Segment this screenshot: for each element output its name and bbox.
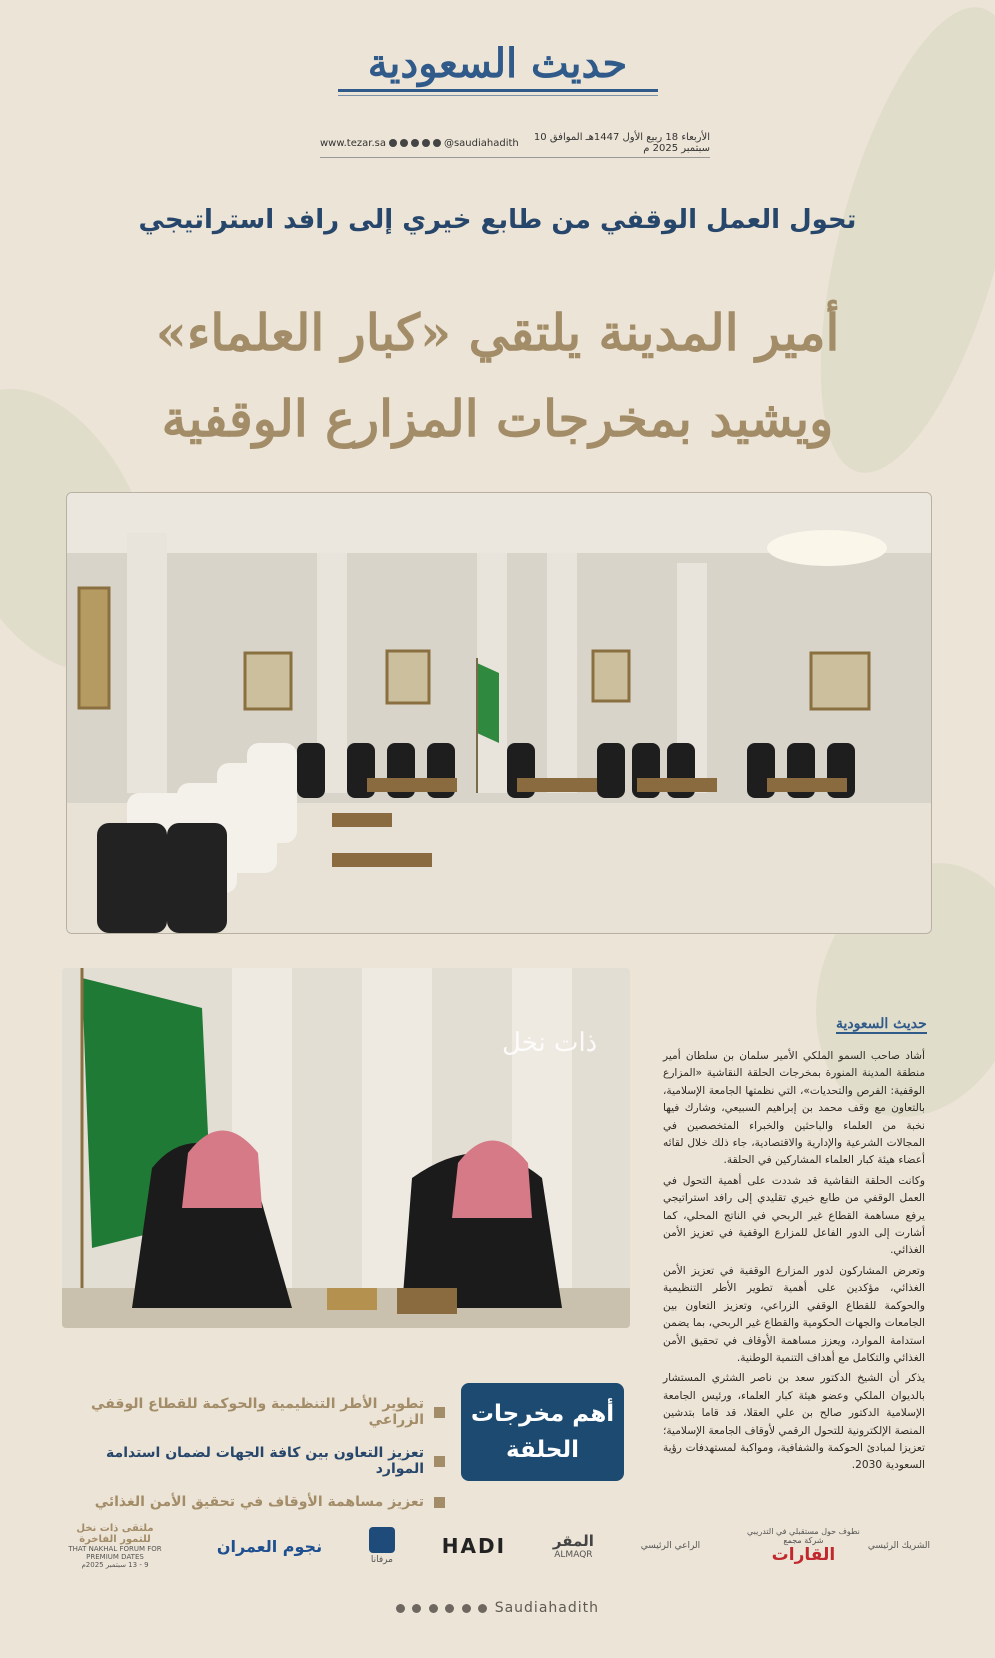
logo-rule-thin [338, 95, 658, 96]
meeting-hall-photo [66, 492, 932, 934]
bullet-square-icon [434, 1497, 445, 1508]
outcome-text: تعزيز التعاون بين كافة الجهات لضمان استدامة الموارد [106, 1445, 424, 1477]
logo-rule [338, 89, 658, 92]
snapchat-icon [429, 1604, 438, 1613]
event-english: THAT NAKHAL FORUM FOR PREMIUM DATES [68, 1545, 162, 1561]
article-body [663, 1048, 925, 1478]
sponsors-strip [60, 1508, 930, 1584]
instagram-icon [445, 1604, 454, 1613]
murafana-name: مرفانا [370, 1555, 393, 1565]
article-paragraph: وتعرض المشاركون لدور المزارع الوقفية في تعزيز الأمن الغذائي، مؤكدين على أهمية تطوير الأطر التنظيمية والحوكمة للقطاع الوقفي الزراعي، وتعزيز التعاون بين الجامعات والجهات الحكومية والقطاع غير الربحي، بما يضمن استدامة الموارد، ويعزز مساهمة الأوقاف في تحقيق الأمن الغذائي والتكامل مع أهداف التنمية الوطنية. [663, 1264, 925, 1364]
youtube-icon [462, 1604, 471, 1613]
article-paragraph: يذكر أن الشيخ الدكتور سعد بن ناصر الشثري المستشار بالديوان الملكي وعضو هيئة كبار العلماء، ورئيس الجامعة الإسلامية الدكتور صالح بن علي العقلا، قد قاما بتدشين المنصة الإلكترونية للتحول الرقمي لأوقاف الجامعة الإسلامية؛ تعزيزا لمبادئ الحوكمة والشفافية، ومواكبة لمستهدفات رؤية السعودية 2030. [663, 1372, 925, 1472]
prince-meeting-illustration [62, 968, 630, 1328]
almaqar-sub: ALMAQR [554, 1550, 593, 1560]
instagram-icon [411, 139, 419, 147]
tiktok-icon [478, 1604, 487, 1613]
main-partner-logo: القارات [771, 1545, 836, 1565]
bullet-square-icon [434, 1407, 445, 1418]
meeting-hall-illustration [67, 493, 931, 933]
hadi-name: HADI [441, 1534, 507, 1558]
outcome-text: تعزيز مساهمة الأوقاف في تحقيق الأمن الغذائي [94, 1494, 424, 1510]
footer-social [0, 1600, 995, 1616]
nujoom-logo [217, 1537, 322, 1556]
main-headline [60, 290, 935, 462]
main-sponsor-label: الراعي الرئيسي [640, 1541, 701, 1551]
event-title: ملتقى ذات نخل للتمور الفاخرة [76, 1523, 154, 1545]
social-handles [320, 138, 519, 149]
main-partner-tagline: نطوف حول مستقبلي في التدريبي [747, 1527, 860, 1536]
outcome-text: تطوير الأطر التنظيمية والحوكمة للقطاع الوقفي الزراعي [91, 1396, 424, 1428]
x-icon [389, 139, 397, 147]
headline-line-1: أمير المدينة يلتقي «كبار العلماء» [155, 303, 840, 362]
newspaper-logo: حديث السعودية [367, 40, 628, 87]
x-icon [412, 1604, 421, 1613]
kicker-headline: تحول العمل الوقفي من طابع خيري إلى رافد استراتيجي [138, 205, 857, 235]
event-logo [60, 1523, 170, 1569]
article-paragraph: وكانت الحلقة النقاشية قد شددت على أهمية التحول في العمل الوقفي من طابع خيري تقليدي إلى رافد استراتيجي يرفع مساهمة القطاع غير الربحي في الناتج المحلي، كما أشارت إلى الدور الفاعل للمزارع الوقفية في تعزيز الأمن الغذائي. [663, 1174, 925, 1257]
outcomes-title-line-1: أهم مخرجات [470, 1401, 615, 1427]
bullet-square-icon [434, 1456, 445, 1467]
outcomes-title-box [461, 1383, 624, 1481]
watermark-logo: ذات نخل [502, 1028, 598, 1058]
headline-line-2: ويشيد بمخرجات المزارع الوقفية [161, 389, 834, 448]
almaqar-logo [553, 1532, 594, 1560]
event-dates: 9 - 13 سبتمبر 2025م [81, 1561, 149, 1569]
tiktok-icon [433, 139, 441, 147]
social-handle[interactable]: @saudiahadith [443, 137, 519, 149]
dateline-bar [320, 132, 710, 158]
masthead [0, 40, 995, 96]
murafana-icon [369, 1527, 395, 1553]
website-link[interactable]: www.tezar.sa [320, 137, 386, 149]
footer-handle[interactable]: Saudiahadith [494, 1600, 599, 1616]
almaqar-name: المقر [552, 1532, 594, 1550]
main-partner [747, 1527, 930, 1565]
outcome-item [80, 1445, 445, 1477]
youtube-icon [422, 139, 430, 147]
nujoom-name: نجوم العمران [216, 1536, 323, 1556]
outcomes-title-line-2: الحلقة [506, 1437, 579, 1463]
prince-meeting-photo [62, 968, 630, 1328]
outcome-item [80, 1396, 445, 1428]
main-sponsor [641, 1541, 700, 1551]
byline-logo: حديث السعودية [836, 1016, 927, 1032]
globe-icon [396, 1604, 405, 1613]
snapchat-icon [400, 139, 408, 147]
article-paragraph: أشاد صاحب السمو الملكي الأمير سلمان بن سلطان أمير منطقة المدينة المنورة بمخرجات الحلقة النقاشية «المزارع الوقفية: الفرص والتحديات»، التي نظمتها الجامعة الإسلامية، بالتعاون مع وقف محمد بن إبراهيم السبيعي، وشارك فيها نخبة من العلماء والباحثين والخبراء المتخصصين في المجالات الشرعية والإدارية والاقتصادية، جاء ذلك خلال لقائه أعضاء هيئة كبار العلماء المشاركين في الحلقة. [663, 1050, 925, 1167]
murafana-logo [369, 1527, 395, 1565]
main-partner-type: شركة مجمع [783, 1536, 824, 1545]
main-partner-label: الشريك الرئيسي [867, 1541, 930, 1551]
issue-date: الأربعاء 18 ربيع الأول 1447هـ الموافق 10 سبتمبر 2025 م [533, 132, 710, 154]
hadi-logo [442, 1534, 506, 1558]
